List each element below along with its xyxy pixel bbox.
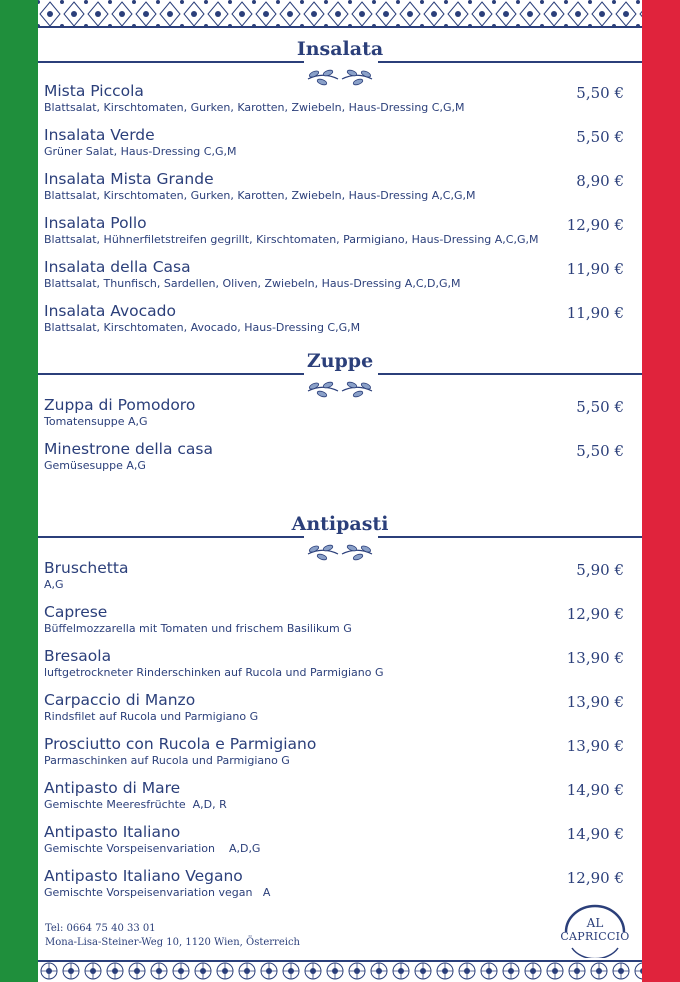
item-name: Insalata della Casa — [44, 258, 191, 276]
item-price: 5,90 € — [576, 561, 624, 579]
item-name: Prosciutto con Rucola e Parmigiano — [44, 735, 317, 753]
item-price: 13,90 € — [566, 737, 624, 755]
item-name: Insalata Pollo — [44, 214, 147, 232]
al-capriccio-logo — [552, 902, 638, 958]
item-name: Insalata Mista Grande — [44, 170, 214, 188]
menu-item — [44, 126, 624, 166]
menu-item — [44, 691, 624, 731]
item-name: Antipasto Italiano Vegano — [44, 867, 243, 885]
menu-item — [44, 779, 624, 819]
item-description: Gemischte Vorspeisenvariation A,D,G — [44, 842, 261, 855]
section-rule — [378, 373, 642, 375]
logo-text-al: AL — [586, 916, 604, 930]
item-price: 11,90 € — [566, 260, 624, 278]
item-description: Blattsalat, Kirschtomaten, Gurken, Karotten, Zwiebeln, Haus-Dressing A,C,G,M — [44, 189, 476, 202]
italian-flag-red-stripe — [642, 0, 680, 982]
item-price: 5,50 € — [576, 84, 624, 102]
menu-item — [44, 440, 624, 480]
item-price: 5,50 € — [576, 128, 624, 146]
menu-item — [44, 170, 624, 210]
item-price: 12,90 € — [566, 605, 624, 623]
item-price: 12,90 € — [566, 869, 624, 887]
item-description: A,G — [44, 578, 64, 591]
menu-item — [44, 735, 624, 775]
section-zuppe-header — [38, 346, 642, 402]
section-rule — [378, 536, 642, 538]
item-price: 14,90 € — [566, 781, 624, 799]
item-description: Blattsalat, Kirschtomaten, Avocado, Haus-Dressing C,G,M — [44, 321, 361, 334]
menu-item — [44, 258, 624, 298]
section-rule — [38, 373, 304, 375]
item-description: Tomatensuppe A,G — [44, 415, 148, 428]
menu-page — [38, 0, 642, 982]
menu-item — [44, 647, 624, 687]
item-name: Zuppa di Pomodoro — [44, 396, 196, 414]
menu-item — [44, 559, 624, 599]
item-price: 8,90 € — [576, 172, 624, 190]
item-price: 14,90 € — [566, 825, 624, 843]
section-rule — [38, 61, 304, 63]
italian-flag-green-stripe — [0, 0, 38, 982]
section-rule — [378, 61, 642, 63]
bottom-tile-border — [38, 960, 642, 982]
contact-footer — [45, 922, 300, 950]
menu-item — [44, 867, 624, 907]
section-title-zuppe: Zuppe — [306, 350, 374, 372]
menu-item — [44, 603, 624, 643]
item-name: Caprese — [44, 603, 108, 621]
item-description: Blattsalat, Hühnerfiletstreifen gegrillt, Kirschtomaten, Parmigiano, Haus-Dressing A,C,G,M — [44, 233, 539, 246]
item-price: 5,50 € — [576, 442, 624, 460]
address: Mona-Lisa-Steiner-Weg 10, 1120 Wien, Österreich — [45, 937, 300, 948]
menu-item — [44, 396, 624, 436]
item-name: Insalata Verde — [44, 126, 155, 144]
menu-item — [44, 823, 624, 863]
item-description: Grüner Salat, Haus-Dressing C,G,M — [44, 145, 237, 158]
item-description: Gemischte Meeresfrüchte A,D, R — [44, 798, 227, 811]
section-title-insalata: Insalata — [296, 38, 384, 60]
item-description: Gemischte Vorspeisenvariation vegan A — [44, 886, 271, 899]
item-description: Blattsalat, Thunfisch, Sardellen, Oliven, Zwiebeln, Haus-Dressing A,C,D,G,M — [44, 277, 461, 290]
item-name: Insalata Avocado — [44, 302, 176, 320]
item-description: luftgetrockneter Rinderschinken auf Rucola und Parmigiano G — [44, 666, 384, 679]
section-rule — [38, 536, 304, 538]
item-price: 5,50 € — [576, 398, 624, 416]
item-description: Büffelmozzarella mit Tomaten und frischem Basilikum G — [44, 622, 352, 635]
section-title-antipasti: Antipasti — [291, 513, 389, 535]
section-antipasti-header — [38, 509, 642, 565]
item-description: Parmaschinken auf Rucola und Parmigiano G — [44, 754, 290, 767]
top-tile-border — [38, 0, 642, 28]
item-name: Antipasto di Mare — [44, 779, 181, 797]
item-name: Bresaola — [44, 647, 112, 665]
logo-text-capriccio: CAPRICCIO — [560, 930, 630, 943]
item-price: 13,90 € — [566, 649, 624, 667]
menu-item — [44, 302, 624, 342]
item-price: 13,90 € — [566, 693, 624, 711]
item-name: Minestrone della casa — [44, 440, 214, 458]
item-price: 11,90 € — [566, 304, 624, 322]
item-description: Blattsalat, Kirschtomaten, Gurken, Karotten, Zwiebeln, Haus-Dressing C,G,M — [44, 101, 465, 114]
item-name: Bruschetta — [44, 559, 129, 577]
item-name: Antipasto Italiano — [44, 823, 181, 841]
item-name: Carpaccio di Manzo — [44, 691, 196, 709]
phone-number: Tel: 0664 75 40 33 01 — [45, 923, 156, 934]
item-price: 12,90 € — [566, 216, 624, 234]
menu-item — [44, 214, 624, 254]
item-description: Rindsfilet auf Rucola und Parmigiano G — [44, 710, 259, 723]
item-description: Gemüsesuppe A,G — [44, 459, 146, 472]
menu-item — [44, 82, 624, 122]
item-name: Mista Piccola — [44, 82, 144, 100]
